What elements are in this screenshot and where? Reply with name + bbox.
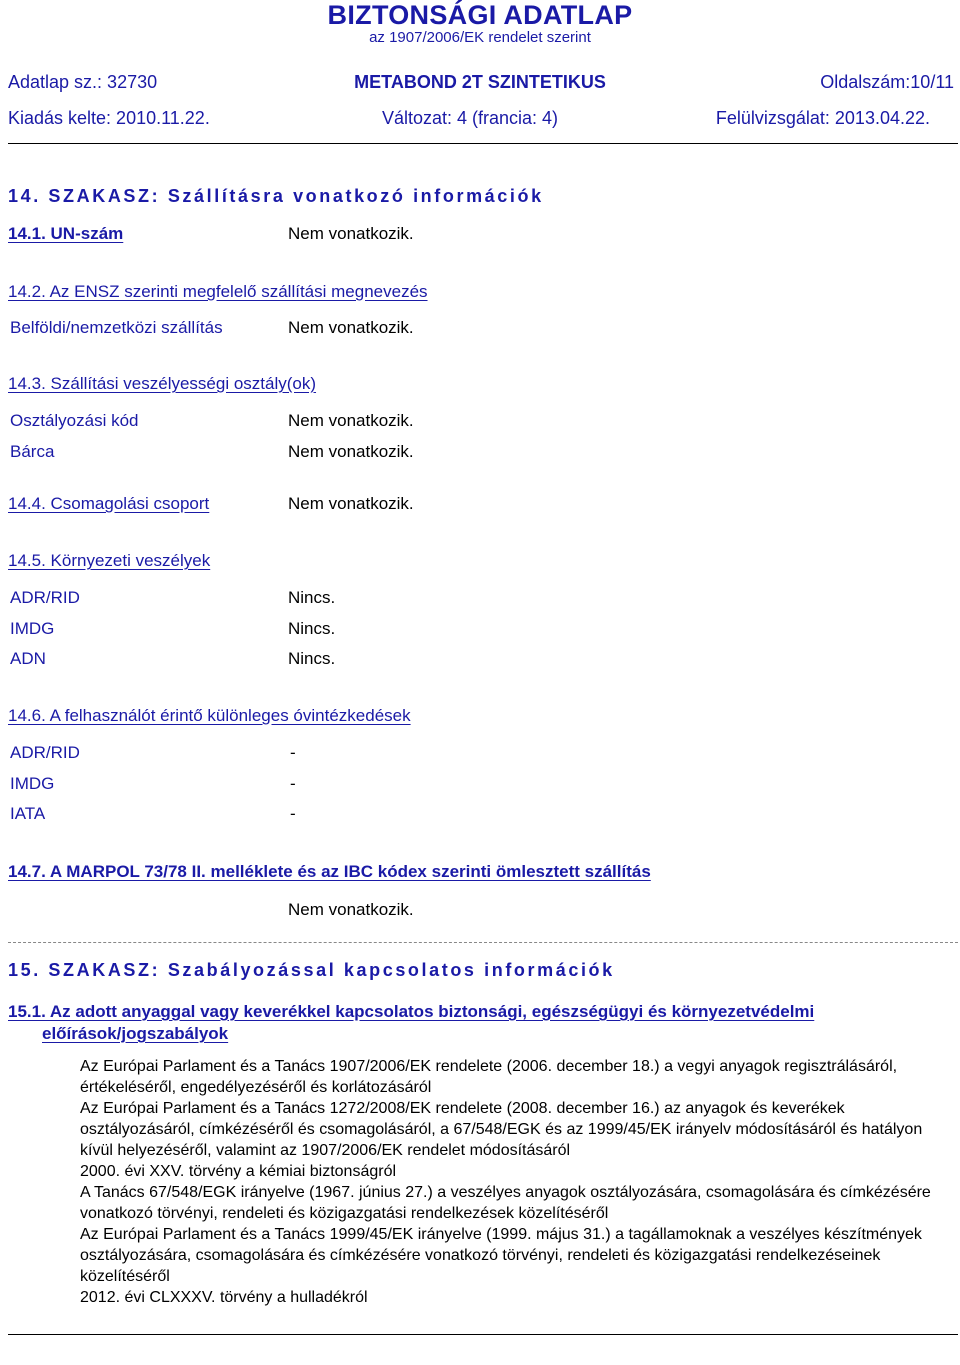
marpol-value: Nem vonatkozik. [288,900,414,919]
row-value: Nincs. [288,619,336,638]
subsection-14-5-title: 14.5. Környezeti veszélyek [8,551,211,570]
row-label: IMDG [10,619,55,638]
row-value: Nem vonatkozik. [288,442,414,461]
row-value: Nem vonatkozik. [288,411,414,430]
subsection-14-4-title: 14.4. Csomagolási csoport [8,494,210,513]
page-number: Oldalszám:10/11 [820,72,954,92]
document-title: BIZTONSÁGI ADATLAP [327,0,633,30]
regulation-item: Az Európai Parlament és a Tanács 1999/45/EK irányelve (1999. május 31.) a tagállamoknak a veszélyes készítmények osztályozására, csomagolására és címkézésére vonatkozó törvényi, rendeleti és közigazgatási rendelkezéseinek közelítéséről [80,1226,922,1285]
product-name: METABOND 2T SZINTETIKUS [354,72,606,92]
subsection-15-1-title-cont: előírások/jogszabályok [42,1024,229,1043]
row-label: ADR/RID [10,743,80,762]
footer-divider [8,1334,958,1335]
subsection-15-1-title: 15.1. Az adott anyaggal vagy keverékkel kapcsolatos biztonsági, egészségügyi és környezetvédelmi [8,1002,815,1021]
review-date: Felülvizsgálat: 2013.04.22. [715,108,930,128]
version: Változat: 4 (francia: 4) [381,108,559,128]
section-15-heading: 15. SZAKASZ: Szabályozással kapcsolatos információk [8,960,615,980]
packing-group-value: Nem vonatkozik. [288,494,414,513]
subsection-14-6-title: 14.6. A felhasználót érintő különleges óvintézkedések [8,706,411,725]
row-value: - [290,774,296,793]
regulations-list [80,1056,956,1308]
regulation-item: Az Európai Parlament és a Tanács 1907/2006/EK rendelete (2006. december 18.) a vegyi anyagok regisztrálásáról, értékeléséről, engedélyezéséről és korlátozásáról [80,1058,898,1096]
row-label: Osztályozási kód [10,411,139,430]
subsection-14-1-title: 14.1. UN-szám [8,224,124,243]
sheet-number: Adatlap sz.: 32730 [8,72,158,92]
row-label: ADR/RID [10,588,80,607]
row-value: - [290,804,296,823]
header-divider [8,143,958,144]
row-value: Nincs. [288,649,336,668]
row-label: Bárca [10,442,55,461]
document-subtitle: az 1907/2006/EK rendelet szerint [369,29,591,46]
row-label: IATA [10,804,46,823]
row-value: - [290,743,296,762]
row-label: ADN [10,649,46,668]
section-divider [8,942,958,943]
row-label: IMDG [10,774,55,793]
subsection-14-2-title: 14.2. Az ENSZ szerinti megfelelő szállítási megnevezés [8,282,428,301]
section-14-heading: 14. SZAKASZ: Szállításra vonatkozó információk [8,186,544,206]
row-value: Nem vonatkozik. [288,318,414,337]
row-value: Nincs. [288,588,336,607]
row-label: Belföldi/nemzetközi szállítás [10,318,223,337]
regulation-item: 2012. évi CLXXXV. törvény a hulladékról [80,1289,368,1306]
regulation-item: A Tanács 67/548/EGK irányelve (1967. június 27.) a veszélyes anyagok osztályozására, csomagolására és címkézésére vonatkozó törvényi, rendeleti és közigazgatási rendelkezések közelítéséről [80,1184,931,1222]
regulation-item: Az Európai Parlament és a Tanács 1272/2008/EK rendelete (2008. december 16.) az anyagok és keverékek osztályozásáról, címkézéséről és csomagolásáról, a 67/548/EGK és az 1999/45/EK irányelv módosításáról és hatályon kívül helyezéséről, valamint az 1907/2006/EK rendelet módosításáról [80,1100,923,1159]
subsection-14-3-title: 14.3. Szállítási veszélyességi osztály(ok) [8,374,317,393]
issue-date: Kiadás kelte: 2010.11.22. [8,108,210,128]
regulation-item: 2000. évi XXV. törvény a kémiai biztonságról [80,1163,397,1180]
un-number-value: Nem vonatkozik. [288,224,414,243]
subsection-14-7-title: 14.7. A MARPOL 73/78 II. melléklete és az IBC kódex szerinti ömlesztett szállítás [8,862,651,881]
